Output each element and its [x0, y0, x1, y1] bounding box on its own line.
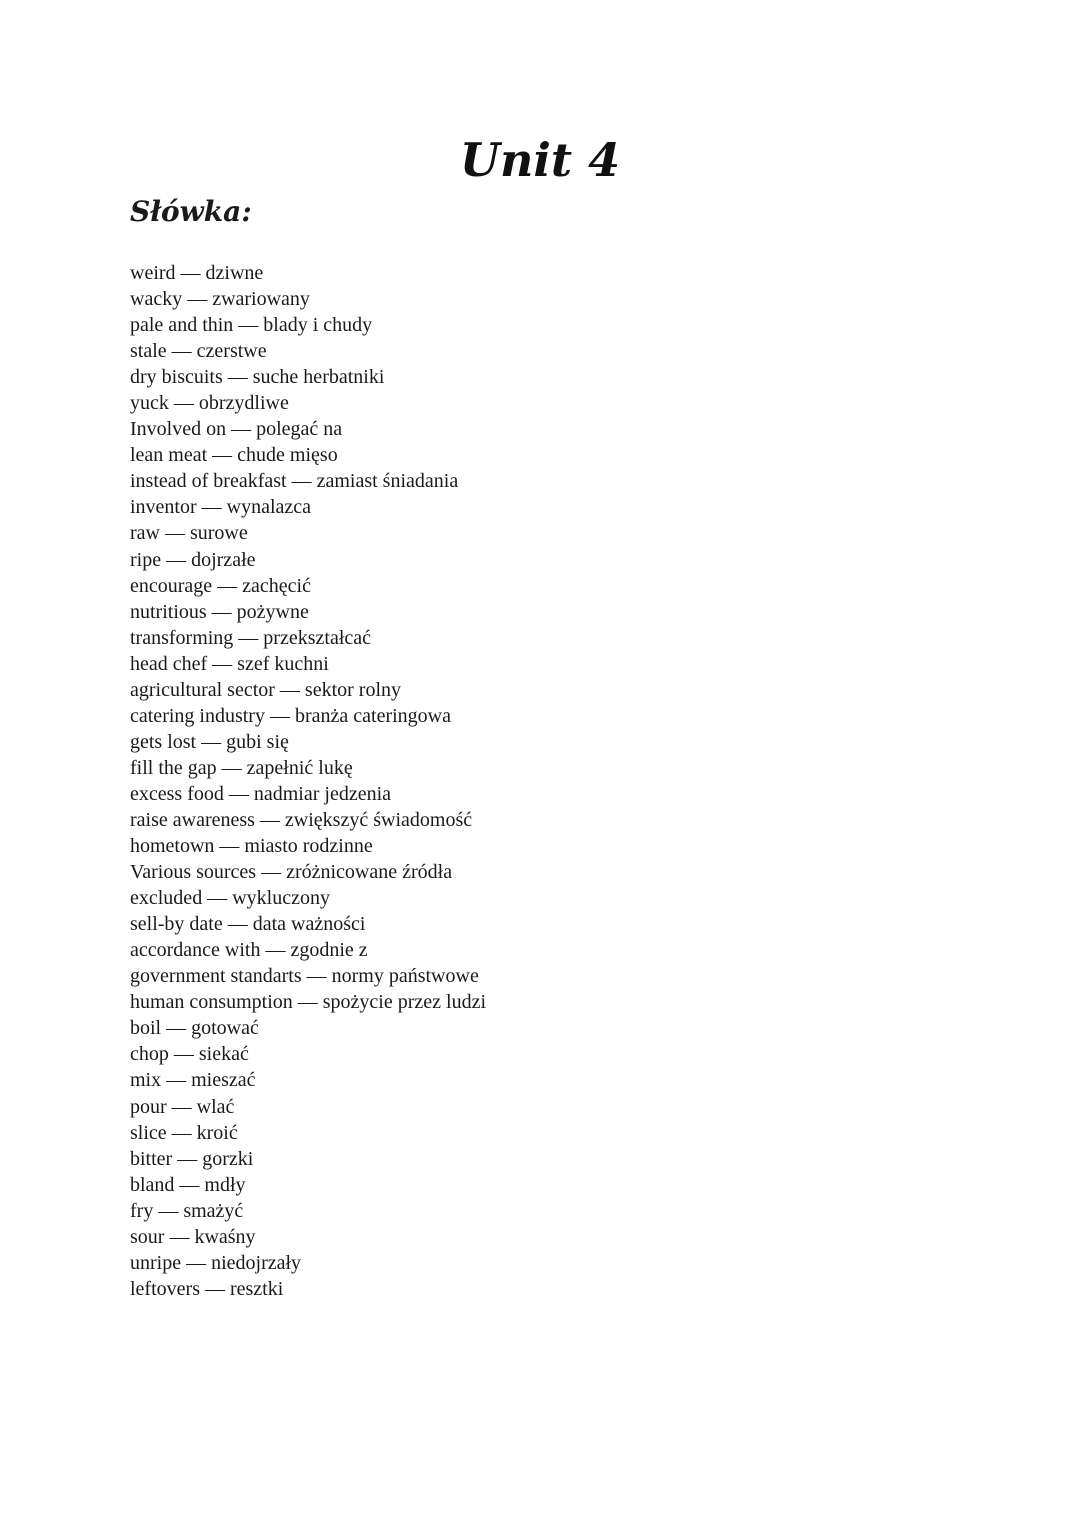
vocabulary-entry: leftovers — resztki	[130, 1277, 284, 1300]
vocabulary-entry: pale and thin — blady i chudy	[130, 314, 373, 337]
vocabulary-entry: slice — kroić	[130, 1121, 238, 1144]
vocabulary-entry: government standarts — normy państwowe	[130, 965, 479, 988]
vocabulary-entry: accordance with — zgodnie z	[130, 939, 368, 962]
vocabulary-entry: bitter — gorzki	[130, 1147, 254, 1170]
vocabulary-entry: lean meat — chude mięso	[130, 444, 338, 467]
vocabulary-entry: excluded — wykluczony	[130, 887, 330, 910]
vocabulary-entry: pour — wlać	[130, 1095, 235, 1118]
vocabulary-entry: encourage — zachęcić	[130, 574, 311, 597]
section-heading: Słówka:	[130, 195, 252, 228]
vocabulary-entry: chop — siekać	[130, 1043, 249, 1066]
vocabulary-entry: hometown — miasto rodzinne	[130, 835, 373, 858]
vocabulary-entry: unripe — niedojrzały	[130, 1251, 302, 1274]
vocabulary-entry: mix — mieszać	[130, 1069, 256, 1092]
page-title: Unit 4	[459, 133, 621, 187]
vocabulary-list	[130, 260, 486, 1302]
vocabulary-entry: instead of breakfast — zamiast śniadania	[130, 470, 459, 493]
vocabulary-entry: sell-by date — data ważności	[130, 913, 366, 936]
vocabulary-entry: fill the gap — zapełnić lukę	[130, 756, 353, 779]
vocabulary-entry: raise awareness — zwiększyć świadomość	[130, 808, 473, 831]
vocabulary-entry: catering industry — branża cateringowa	[130, 704, 451, 727]
vocabulary-entry: excess food — nadmiar jedzenia	[130, 782, 392, 805]
vocabulary-entry: boil — gotować	[130, 1017, 259, 1040]
vocabulary-entry: transforming — przekształcać	[130, 626, 372, 649]
vocabulary-entry: head chef — szef kuchni	[130, 652, 329, 675]
vocabulary-entry: agricultural sector — sektor rolny	[130, 678, 402, 701]
vocabulary-entry: ripe — dojrzałe	[130, 548, 256, 571]
vocabulary-entry: bland — mdły	[130, 1173, 246, 1196]
vocabulary-entry: human consumption — spożycie przez ludzi	[130, 991, 487, 1014]
vocabulary-entry: stale — czerstwe	[130, 340, 267, 363]
vocabulary-entry: raw — surowe	[130, 522, 248, 545]
vocabulary-entry: weird — dziwne	[130, 262, 264, 284]
vocabulary-entry: inventor — wynalazca	[130, 496, 312, 519]
vocabulary-entry: gets lost — gubi się	[130, 730, 289, 753]
vocabulary-entry: nutritious — pożywne	[130, 600, 309, 623]
vocabulary-entry: yuck — obrzydliwe	[130, 392, 289, 415]
vocabulary-entry: Involved on — polegać na	[130, 418, 343, 441]
vocabulary-entry: wacky — zwariowany	[130, 288, 310, 311]
vocabulary-entry: sour — kwaśny	[130, 1225, 256, 1248]
vocabulary-entry: Various sources — zróżnicowane źródła	[130, 861, 453, 884]
vocabulary-entry: dry biscuits — suche herbatniki	[130, 366, 385, 389]
vocabulary-entry: fry — smażyć	[130, 1199, 244, 1222]
